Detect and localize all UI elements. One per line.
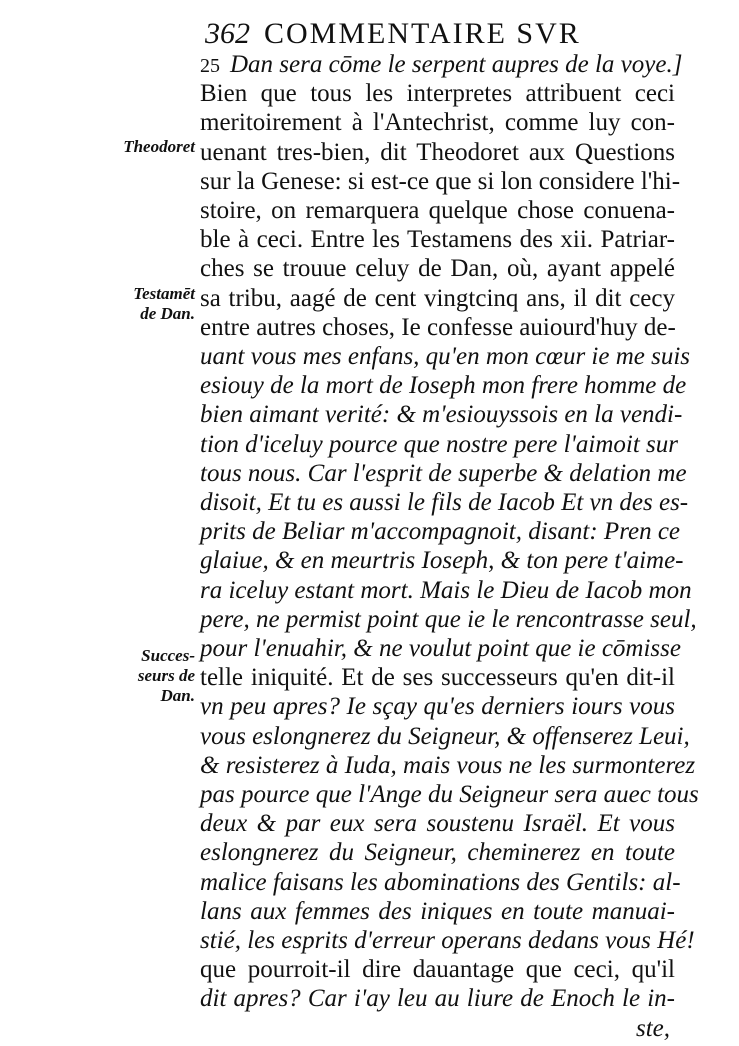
margin-note-line: de Dan. (140, 304, 195, 323)
margin-note-line: Theodoret (123, 137, 195, 156)
text-line: sur la Genese: si est-ce que si lon considere l'hi- (200, 167, 681, 195)
margin-note-testament (100, 284, 195, 324)
page-number: 362 (205, 17, 250, 50)
text-line: pere, ne permist point que ie le rencontrasse seul, (200, 605, 697, 633)
text-line: glaiue, & en meurtris Ioseph, & ton pere t'aime- (200, 547, 684, 575)
text-line: lans aux femmes des iniques en toute manuai- (200, 897, 675, 925)
text-line: esiouy de la mort de Ioseph mon frere homme de (200, 372, 687, 400)
text-line: sa tribu, aagé de cent vingtcinq ans, il dit cecy (200, 284, 675, 312)
text-line: 25 Dan sera cōme le serpent aupres de la voye.] (200, 51, 683, 78)
text-line: deux & par eux sera soustenu Israël. Et vous (200, 810, 675, 838)
text-line: eslongnerez du Seigneur, cheminerez en toute (200, 839, 675, 867)
text-line: tous nous. Car l'esprit de superbe & delation me (200, 459, 687, 487)
text-line: ble à ceci. Entre les Testamens des xii. Patriar- (200, 226, 675, 254)
text-line: uenant tres-bien, dit Theodoret aux Questions (200, 138, 675, 166)
text-line: stié, les esprits d'erreur operans dedans vous Hé! (200, 927, 695, 954)
text-line: uant vous mes enfans, qu'en mon cœur ie me suis (200, 343, 691, 370)
margin-note-successeurs (100, 646, 195, 706)
text-line: que pourroit-il dire dauantage que ceci, qu'il (200, 956, 675, 984)
text-line: & resisterez à Iuda, mais vous ne les surmonterez (200, 751, 696, 779)
text-line: meritoirement à l'Antechrist, comme luy con- (200, 109, 675, 137)
margin-note-line: Testamēt (133, 284, 195, 303)
text-line: entre autres choses, Ie confesse auiourd'huy de- (200, 313, 676, 341)
text-line: stoire, on remarquera quelque chose conuena- (200, 197, 675, 224)
text-line: ches se trouue celuy de Dan, où, ayant appelé (200, 255, 675, 283)
text-line: dit apres? Car i'ay leu au liure de Enoch le in- (200, 985, 675, 1013)
text-line: Bien que tous les interpretes attribuent ceci (200, 80, 675, 108)
running-title: COMMENTAIRE SVR (264, 17, 581, 50)
margin-note-line: seurs de (137, 666, 195, 685)
text-line: telle iniquité. Et de ses successeurs qu'en dit-il (200, 664, 675, 692)
text-line: bien aimant verité: & m'esiouyssois en la vendi- (200, 401, 683, 429)
margin-note-line: Succes- (141, 646, 195, 665)
text-line: vn peu apres? Ie sçay qu'es derniers iours vous (200, 693, 675, 721)
text-line: ra iceluy estant mort. Mais le Dieu de Iacob mon (200, 576, 692, 604)
margin-note-line: Dan. (160, 686, 195, 705)
text-line: vous eslongnerez du Seigneur, & offenserez Leui, (200, 722, 690, 750)
text-line: pour l'enuahir, & ne voulut point que ie cōmisse (200, 635, 681, 662)
text-line: malice faisans les abominations des Gentils: al- (200, 868, 681, 896)
text-line: pas pource que l'Ange du Seigneur sera auec tous (200, 781, 699, 808)
text-line: ste, (635, 1014, 670, 1042)
text-line: disoit, Et tu es aussi le fils de Iacob Et vn des es- (200, 489, 689, 516)
margin-note-theodoret (100, 137, 195, 157)
text-line: prits de Beliar m'accompagnoit, disant: Pren ce (200, 518, 681, 546)
text-line: tion d'iceluy pource que nostre pere l'aimoit sur (200, 430, 678, 458)
line-number: 25 (200, 55, 220, 77)
page-header (205, 16, 625, 52)
